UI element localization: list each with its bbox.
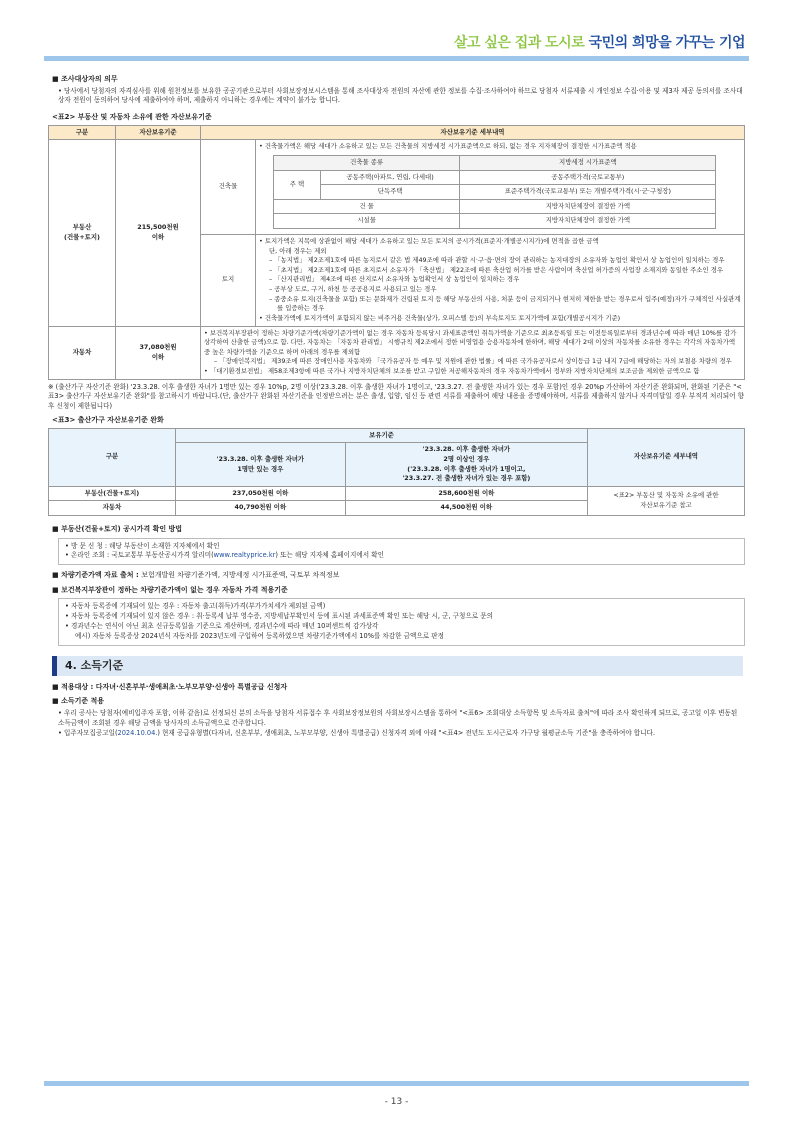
bottom-rule xyxy=(44,1081,749,1086)
car-label: 자동차 xyxy=(49,326,116,379)
col-standard: 자산보유기준 xyxy=(116,125,201,140)
page-number: - 13 - xyxy=(384,1097,409,1107)
table3-caption: <표3> 출산가구 자산보유기준 완화 xyxy=(52,416,164,425)
slogan-green: 살고 싶은 집과 도시로 xyxy=(453,35,585,51)
building-detail: • 건축물가액은 해당 세대가 소유하고 있는 모든 건축물의 지방세정 시가표준액으로 하되, 없는 경우 지자체장이 결정한 시가표준액 적용 건축물 종류 지방세정 시가표준액 주 택 공동주택(아파트, 연립, 다세대) 공동주택가격(국토교통부) 단독주택 표준주택가격(국토교통부) 또는 개별주택가격(시·군·구청장) 건 물 지방자치단체장이 결정한 가액 시설물 지방자치단체장이 결정한 가액 xyxy=(256,140,745,235)
car-value: 37,080천원 이하 xyxy=(116,326,201,379)
car-source: ■ 차량기준가액 자료 출처 : 보험개발원 차량기준가액, 지방세정 시가표준액, 국토부 차적정보 xyxy=(52,570,745,581)
birth-note: ※ (출산가구 자산기준 완화) '23.3.28. 이후 출생한 자녀가 1명만 있는 경우 10%p, 2명 이상('23.3.28. 이후 출생한 자녀가 1명이고, '23.3.27. 전 출생한 자녀가 있는 경우 포함)인 경우 20%p 가산하여 자산기준 완화되며, 완화된 기준은 "<표3> 출산가구 자산보유기준 완화"를 참고하시기 바랍니다.(단, 출산가구 완화된 자산기준을 인정받으려는 분은 출생, 입양, 임신 등 관련 서류를 제출하여 해당 내용을 증명해야하며, 서류를 제출하지 않거나 자격미달일 경우 부적격 처리되어 향후 신청이 제한됩니다) xyxy=(48,382,744,411)
land-detail: • 토지가액은 지목에 상관없이 해당 세대가 소유하고 있는 모든 토지의 공시가격(표준지·개별공시지가)에 면적을 곱한 금액 단, 아래 경우는 제외 – 「농지법」 제2조제1호에 따른 농지로서 같은 법 제49조에 따라 관할 시·구·읍·면의 장이 관리하는 농지대장의 소유자와 농업인 확인서 상 농업인이 일치하는 경우 – 「초지법」 제2조제1호에 따른 초지로서 소유자가 「축산법」 제22조에 따른 축산업 허가를 받은 사람이며 축산업 허가증의 사업장 소재지와 동일한 주소인 경우 – 「산지관리법」 제4조에 따른 산지로서 소유자와 농업확인서 상 농업인이 일치하는 경우 – 공부상 도로, 구거, 하천 등 공공용지로 사용되고 있는 경우 – 종중소유 토지(건축물을 포함) 또는 문화재가 건립된 토지 등 해당 부동산의 사용, 처분 등이 금지되거나 현저히 제한을 받는 경우로서 입주(예정)자가 구체적인 사실관계를 입증하는 경우 • 건축물가액에 토지가액이 포함되지 않는 비주거용 건축물(상가, 오피스텔 등)의 부속토지도 토지가액에 포함(개별공시지가 기준) xyxy=(256,235,745,326)
price-check-box: • 방 문 신 청 : 해당 부동산이 소재한 지자체에서 확인 • 온라인 조회 : 국토교통부 부동산공시가격 알리미(www.realtyprice.kr) 또는 해당 지자체 홈페이지에서 확인 xyxy=(58,538,745,566)
income-target: ■ 적용대상 : 다자녀·신혼부부·생애최초·노부모부양·신생아 특별공급 신청자 xyxy=(52,682,745,693)
asset-table xyxy=(48,125,745,380)
price-check-title: ■ 부동산(건물+토지) 공시가격 확인 방법 xyxy=(52,524,745,535)
income-sub: ■ 소득기준 적용 xyxy=(52,696,745,707)
header-slogan xyxy=(454,32,745,52)
col-gubun: 구분 xyxy=(49,125,116,140)
realestate-value: 215,500천원 이하 xyxy=(116,140,201,326)
top-rule xyxy=(44,56,749,61)
income-heading: 4. 소득기준 xyxy=(52,656,743,676)
income-line2: • 입주자모집공고일(2024.10.04.) 현재 공급유형별(다자녀, 신혼부부, 생애최초, 노부모부양, 신생아 특별공급) 신청자격 외에 아래 "<표4> 전년도 도시근로자 가구당 월평균소득 기준"을 충족하여야 합니다. xyxy=(58,728,656,737)
birth-asset-table: 구분 보유기준 자산보유기준 세부내역 '23.3.28. 이후 출생한 자녀가 1명만 있는 경우 '23.3.28. 이후 출생한 자녀가 2명 이상인 경우 ('23.3.28. 이후 출생한 자녀가 1명이고, '23.3.27. 전 출생한 자녀가 있는 경우 포함) 부동산(건물+토지) 237,050천원 이하 258,600천원 이하 <표2> 부동산 및 자동차 소유에 관한 자산보유기준 참고 자동차 40,790천원 이하 44,500천원 이하 xyxy=(48,428,745,516)
car-detail: • 보건복지부장관이 정하는 차량기준가액(차량기준가액이 없는 경우 자동차 등록당시 과세표준액인 취득가액을 기준으로 최초등록일 또는 이전등록일로부터 경과년수에 따라 매년 10%를 감가상각하여 산출한 금액)으로 함. 다만, 자동차는 「자동차 관리법」 시행규칙 제2조에서 정한 비영업용 승용자동차에 한하며, 해당 세대가 2대 이상의 자동차를 소유한 경우는 각각의 자동차가액 중 높은 차량가액을 기준으로 하며 아래의 경우를 제외함 – 「장애인복지법」 제39조에 따른 장애인사용 자동차와 「국가유공자 등 예우 및 지원에 관한 법률」에 따른 국가유공자로서 상이등급 1급 내지 7급에 해당하는 자의 보철용 차량의 경우 • 「대기환경보전법」 제58조제3항에 따른 국가나 지방자치단체의 보조를 받고 구입한 저공해자동차의 경우 자동차가액에서 정부와 지방자치단체의 보조금을 제외한 금액으로 함 xyxy=(201,326,745,379)
realestate-label: 부동산 (건물+토지) xyxy=(49,140,116,326)
income-line1: • 우리 공사는 당첨자(예비입주자 포함, 이하 같음)로 선정되신 분의 소득을 당첨자 서류접수 후 사회보장정보원의 사회보장시스템을 통하여 "<표6> 조회대상 소득항목 및 소득자료 출처"에 따라 조사 확인하게 되므로, 공고일 이후 변동된 소득금액이 조회된 경우 해당 금액을 당사자의 소득금액으로 간주합니다. xyxy=(58,708,738,727)
building-label: 건축물 xyxy=(201,140,256,235)
car-fallback-box: • 자동차 등록증에 기재되어 있는 경우 : 자동차 출고(취득)가격(부가가치세가 제외된 금액) • 자동차 등록증에 기재되어 있지 않은 경우 : 취·등록세 납부 영수증, 지방세납부확인서 등에 표시된 과세표준액 확인 또는 해당 시, 군, 구청으로 문의 • 경과년수는 연식이 아닌 최초 신규등록일을 기준으로 계산하며, 경과년수에 따라 매년 10퍼센트씩 감가상각 예시) 자동차 등록증상 2024년식 자동차를 2023년도에 구입하여 등록하였으면 차량기준가액에서 10%를 차감한 금액으로 판정 xyxy=(58,598,745,646)
realtyprice-link[interactable]: www.realtyprice.kr xyxy=(213,551,276,560)
land-label: 토지 xyxy=(201,235,256,326)
slogan-blue: 국민의 희망을 가꾸는 기업 xyxy=(588,35,745,51)
table2-caption: <표2> 부동산 및 자동차 소유에 관한 자산보유기준 xyxy=(52,113,212,122)
col-detail: 자산보유기준 세부내역 xyxy=(201,125,745,140)
survey-title: ■ 조사대상자의 의무 xyxy=(52,74,745,85)
page-content xyxy=(48,70,745,739)
car-fallback-title: ■ 보건복지부장관이 정하는 차량기준가액이 없는 경우 자동차 가격 적용기준 xyxy=(52,585,745,596)
building-price-table: 건축물 종류 지방세정 시가표준액 주 택 공동주택(아파트, 연립, 다세대) 공동주택가격(국토교통부) 단독주택 표준주택가격(국토교통부) 또는 개별주택가격(시·군·구청장) 건 물 지방자치단체장이 결정한 가액 시설물 지방자치단체장이 결정한 가액 xyxy=(273,155,716,229)
survey-text: • 당사에서 당첨자의 자격심사를 위해 원천정보를 보유한 공공기관으로부터 사회보장정보시스템을 통해 조사대상자 전원의 자산에 관한 정보를 수집·조사하여야 하므로 당첨자 서류제출 시 개인정보 수집·이용 및 제3자 제공 동의서를 조사대상자 전원이 동의하여 당사에 제출하여야 하며, 제출하지 아니하는 경우에는 계약이 불가능 합니다. xyxy=(58,86,743,105)
